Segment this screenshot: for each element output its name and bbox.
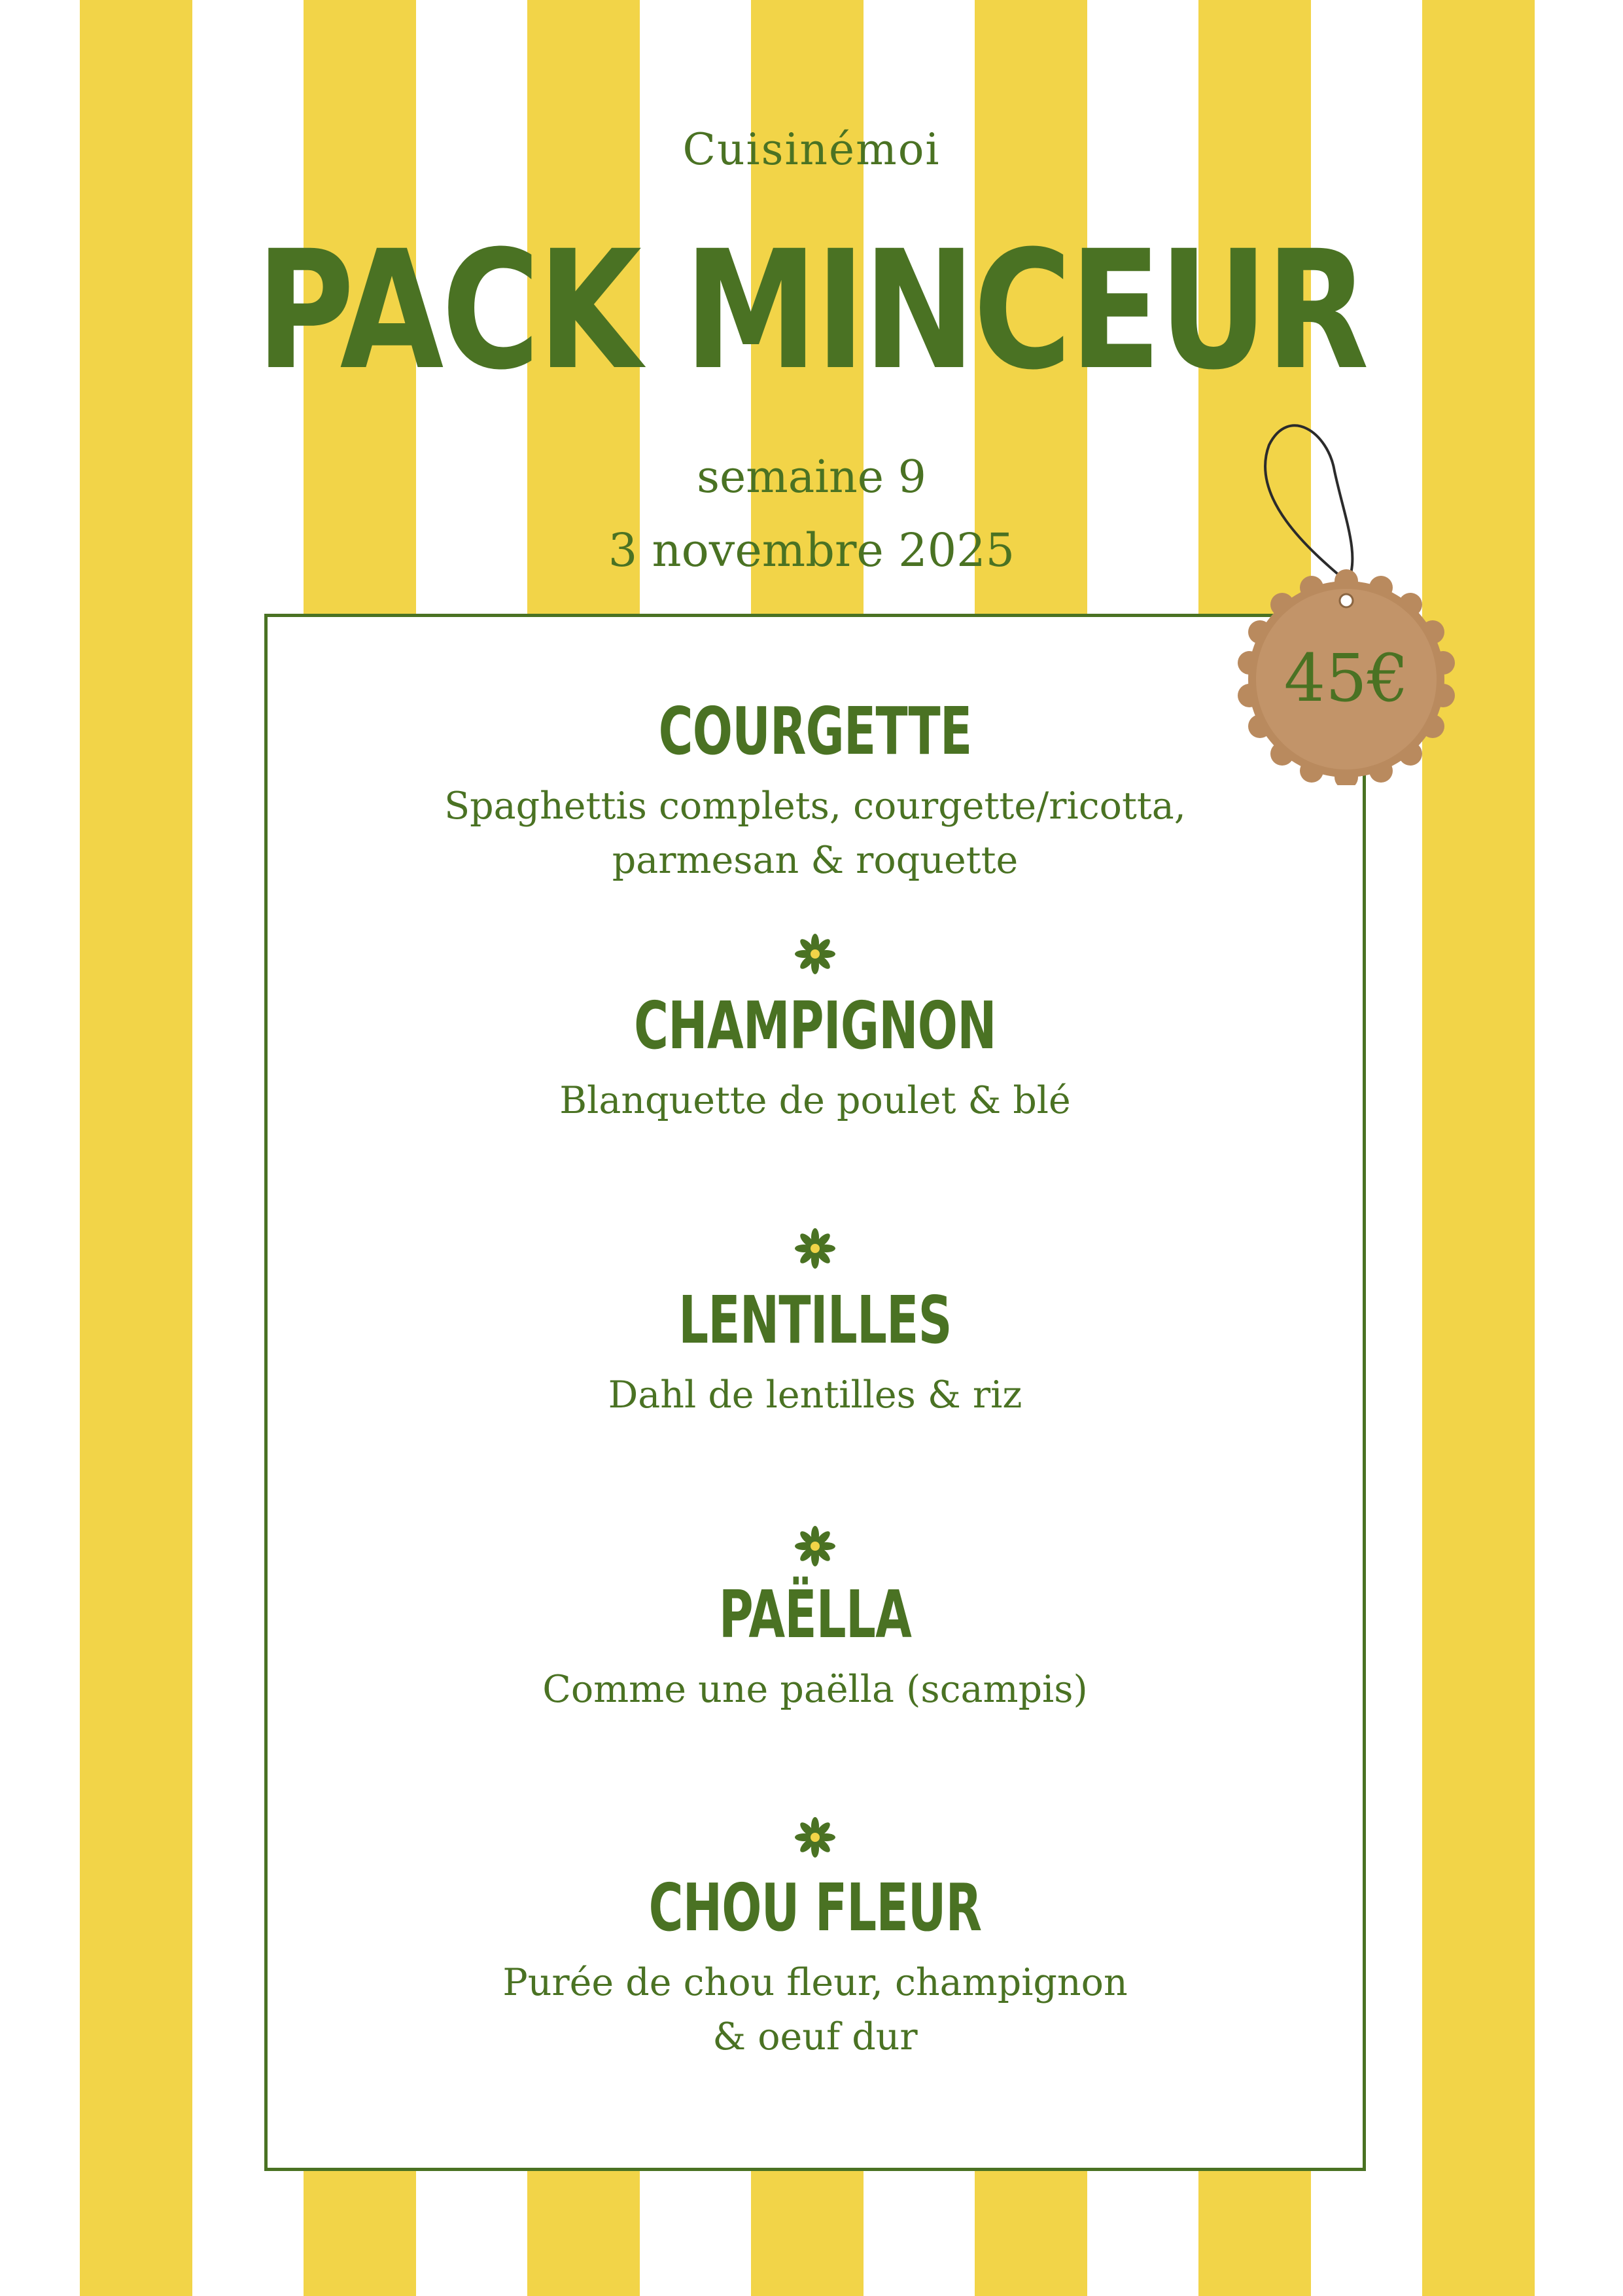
dish-courgette <box>268 693 1363 887</box>
flower-icon <box>792 1814 838 1860</box>
dish-paella <box>268 1576 1363 1717</box>
dish-description-line: Comme une paëlla (scampis) <box>542 1668 1088 1711</box>
dish-lentilles <box>268 1284 1363 1422</box>
dish-description <box>268 779 1363 887</box>
dish-description-line: Blanquette de poulet & blé <box>559 1079 1071 1122</box>
dish-chou-fleur <box>268 1869 1363 2064</box>
dish-name: COURGETTE <box>658 693 972 769</box>
date-label: 3 novembre 2025 <box>608 523 1015 577</box>
dish-description <box>268 1663 1363 1717</box>
dish-description <box>268 1074 1363 1128</box>
flower-icon <box>792 931 838 977</box>
menu-panel <box>264 614 1366 2171</box>
dish-description-line: Spaghettis complets, courgette/ricotta, <box>444 785 1186 828</box>
dish-name: LENTILLES <box>678 1282 952 1358</box>
dish-champignon <box>268 987 1363 1128</box>
flower-icon <box>792 1523 838 1569</box>
dish-description-line: Dahl de lentilles & riz <box>608 1373 1022 1417</box>
dish-description-line: & oeuf dur <box>712 2015 918 2058</box>
dish-description-line: Purée de chou fleur, champignon <box>502 1961 1128 2004</box>
dish-name: CHAMPIGNON <box>634 987 996 1064</box>
dish-description <box>268 1956 1363 2064</box>
week-label: semaine 9 <box>697 451 926 503</box>
flower-icon <box>792 1226 838 1271</box>
dish-description <box>268 1368 1363 1422</box>
brand-name: Cuisinémoi <box>682 124 941 175</box>
dish-description-line: parmesan & roquette <box>612 838 1019 882</box>
price-tag-icon <box>1230 419 1459 785</box>
page-title: PACK MINCEUR <box>256 215 1367 406</box>
dish-name: CHOU FLEUR <box>648 1869 982 1946</box>
price-label: 45€ <box>1283 640 1409 716</box>
dish-name: PAËLLA <box>718 1576 912 1653</box>
